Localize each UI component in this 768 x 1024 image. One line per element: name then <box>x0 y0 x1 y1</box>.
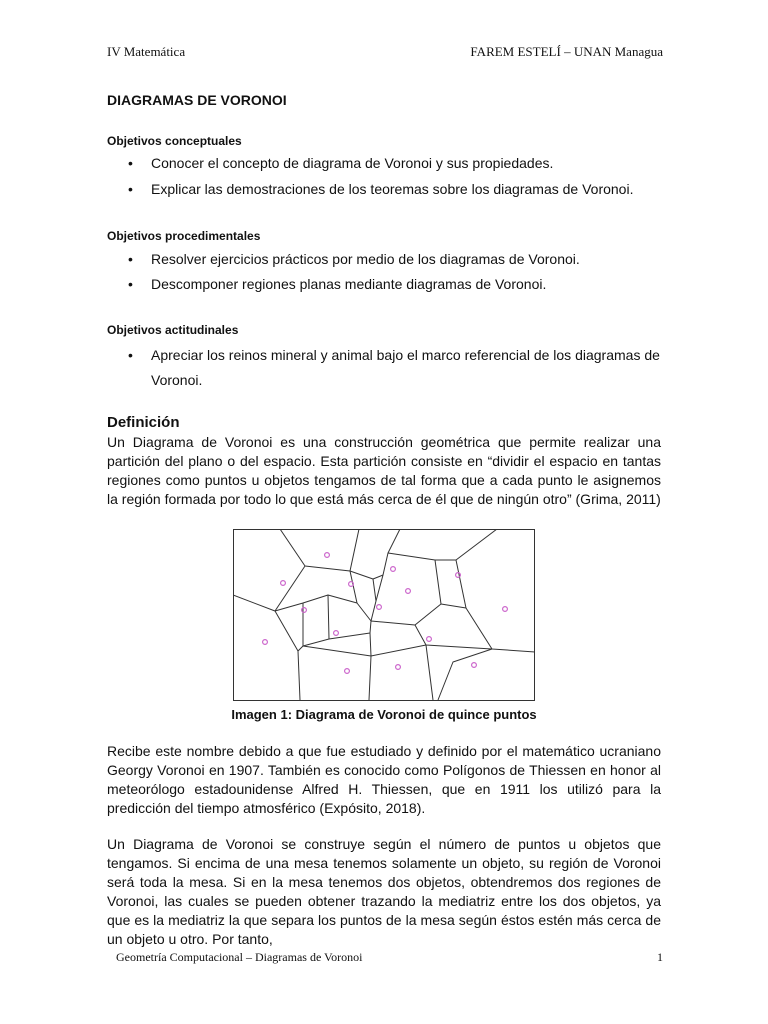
list-item <box>128 247 668 272</box>
definition-heading: Definición <box>107 414 180 431</box>
page-title: DIAGRAMAS DE VORONOI <box>107 92 287 108</box>
conceptual-heading: Objetivos conceptuales <box>107 134 242 148</box>
diagram-frame <box>234 530 535 701</box>
list-item <box>128 343 668 393</box>
bullet-icon: • <box>128 251 133 267</box>
list-item-text: Apreciar los reinos mineral y animal bajo el marco referencial de los diagramas de Voronoi. <box>151 347 660 388</box>
list-item-text: Resolver ejercicios prácticos por medio de los diagramas de Voronoi. <box>151 251 580 267</box>
header-left: IV Matemática <box>107 44 186 59</box>
procedural-heading: Objetivos procedimentales <box>107 229 261 243</box>
list-item <box>128 177 668 202</box>
bullet-icon: • <box>128 155 133 171</box>
list-item <box>128 151 668 176</box>
definition-text: Un Diagrama de Voronoi es una construcción geométrica que permite realizar una partición del plano o del espacio. Esta partición consiste en “dividir el espacio en tantas regiones como puntos u objetos tengamos de tal forma que a cada punto le asignemos la región formada por todo lo que está más cerca de él que de ningún otro” (Grima, 2011) <box>107 434 661 507</box>
bullet-icon: • <box>128 347 133 363</box>
list-item-text: Descomponer regiones planas mediante diagramas de Voronoi. <box>151 276 547 292</box>
page-number: 1 <box>657 950 663 964</box>
bullet-icon: • <box>128 181 133 197</box>
attitudinal-heading: Objetivos actitudinales <box>107 323 239 337</box>
list-item <box>128 272 668 297</box>
voronoi-diagram <box>233 529 535 701</box>
paragraph-2: Un Diagrama de Voronoi se construye según el número de puntos u objetos que tengamos. Si encima de una mesa tenemos solamente un objeto, su región de Voronoi será toda la mesa. Si en la mesa tenemos dos objetos, obtendremos dos regiones de Voronoi, las cuales se pueden obtener trazando la mediatriz entre los dos objetos, ya que es la mediatriz la que separa los puntos de la mesa según éstos estén más cerca de un objeto u otro. Por tanto, <box>107 836 661 947</box>
bullet-icon: • <box>128 276 133 292</box>
list-item-text: Conocer el concepto de diagrama de Voronoi y sus propiedades. <box>151 155 554 171</box>
figure-caption: Imagen 1: Diagrama de Voronoi de quince puntos <box>231 707 537 722</box>
header-right: FAREM ESTELÍ – UNAN Managua <box>470 44 663 59</box>
footer-left: Geometría Computacional – Diagramas de Voronoi <box>116 950 363 964</box>
paragraph-1: Recibe este nombre debido a que fue estudiado y definido por el matemático ucraniano Georgy Voronoi en 1907. También es conocido como Polígonos de Thiessen en honor al meteorólogo estadounidense Alfred H. Thiessen, que en 1911 los utilizó para la predicción del tiempo atmosférico (Expósito, 2018). <box>107 743 661 816</box>
list-item-text: Explicar las demostraciones de los teoremas sobre los diagramas de Voronoi. <box>151 181 634 197</box>
